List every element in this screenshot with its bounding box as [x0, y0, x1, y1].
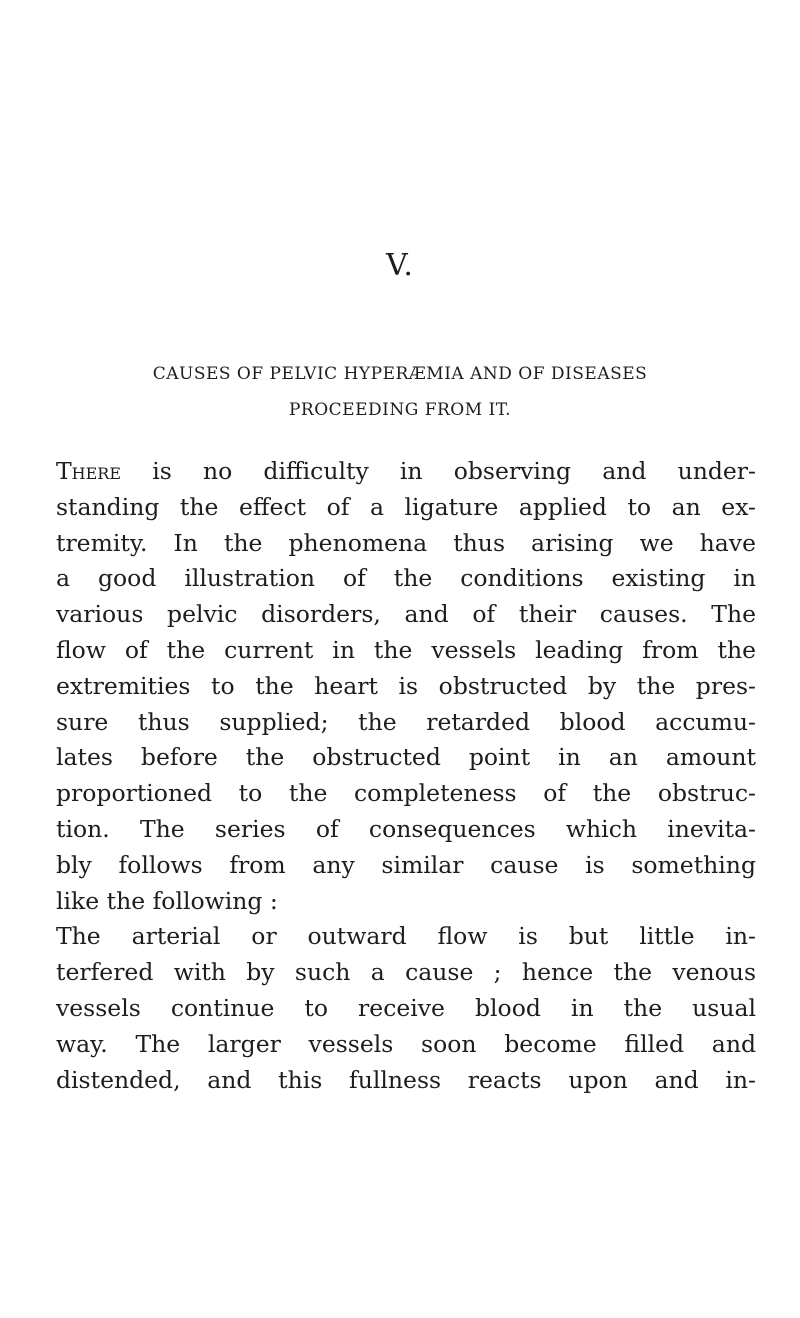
drop-word: There [56, 457, 122, 485]
paragraph-line: various pelvic disorders, and of their causes. The [56, 600, 756, 629]
paragraph-line [56, 454, 756, 490]
chapter-title [40, 356, 760, 428]
paragraph-line: way. The larger vessels soon become filled and [56, 1029, 756, 1058]
paragraph-line: The arterial or outward flow is but little in- [56, 922, 756, 951]
paragraph-line: distended, and this fullness reacts upon and in- [56, 1065, 756, 1094]
body-text [56, 454, 756, 1098]
paragraph-line: proportioned to the completeness of the obstruc- [56, 779, 756, 808]
paragraph-line: bly follows from any similar cause is something [56, 850, 756, 879]
paragraph-line: tremity. In the phenomena thus arising we have [56, 528, 756, 557]
first-line-text: is no difficulty in observing and under- [121, 457, 756, 485]
paragraph-line: a good illustration of the conditions existing in [56, 564, 756, 593]
paragraph-line: like the following : [56, 886, 278, 915]
paragraph-line: lates before the obstructed point in an amount [56, 743, 756, 772]
chapter-number: V. [386, 248, 414, 283]
chapter-title-line: PROCEEDING FROM IT. [288, 400, 511, 420]
paragraph-line: standing the effect of a ligature applied to an ex- [56, 492, 756, 521]
paragraph-line: sure thus supplied; the retarded blood accumu- [56, 707, 756, 736]
paragraph-line: vessels continue to receive blood in the usual [56, 993, 756, 1022]
paragraph-line: tion. The series of consequences which inevita- [56, 814, 756, 843]
paragraph-line: flow of the current in the vessels leading from the [56, 635, 756, 664]
paragraph-line: terfered with by such a cause ; hence the venous [56, 958, 756, 987]
paragraph-line: extremities to the heart is obstructed by the pres- [56, 671, 756, 700]
chapter-title-line: CAUSES OF PELVIC HYPERÆMIA AND OF DISEASES [152, 364, 648, 384]
